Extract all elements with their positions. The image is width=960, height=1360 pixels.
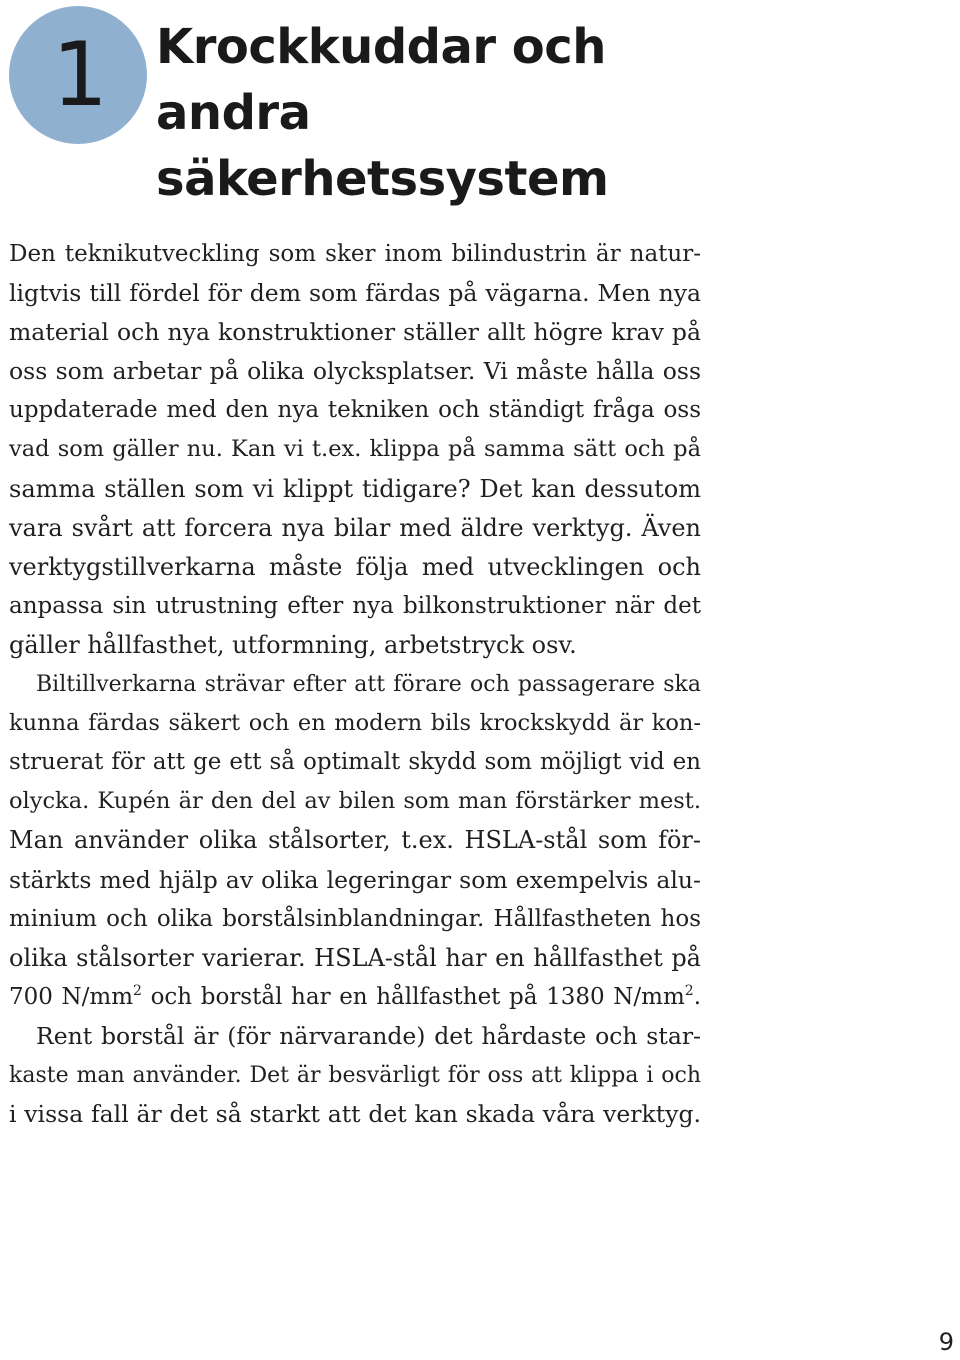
text-line: Man använder olika stålsorter, t.ex. HSLA-stål som för- (9, 826, 701, 855)
body-text (9, 235, 701, 1134)
text-line: kunna färdas säkert och en modern bils krockskydd är kon- (9, 710, 701, 737)
text-line: verktygstillverkarna måste följa med utvecklingen och (9, 552, 701, 581)
text-line: minium och olika borstålsinblandningar. Hållfastheten hos (9, 905, 701, 932)
text-line: material och nya konstruktioner ställer allt högre krav på (9, 318, 701, 347)
text-line: Rent borstål är (för närvarande) det hårdaste och star- (36, 1021, 701, 1050)
chapter-title-line-1: Krockkuddar och andra (156, 19, 606, 141)
text-line: uppdaterade med den nya tekniken och ständigt fråga oss (9, 397, 701, 424)
text-line: stärkts med hjälp av olika legeringar som exempelvis alu- (9, 865, 701, 894)
text-line: gäller hållfasthet, utformning, arbetstryck osv. (9, 630, 577, 659)
text-line: olycka. Kupén är den del av bilen som man förstärker mest. (9, 788, 701, 815)
text-line: struerat för att ge ett så optimalt skydd som möjligt vid en (9, 749, 701, 776)
text-line: samma ställen som vi klippt tidigare? Det kan dessutom (9, 474, 701, 503)
text-line: vad som gäller nu. Kan vi t.ex. klippa på samma sätt och på (9, 436, 701, 463)
page-number: 9 (938, 1328, 954, 1356)
text-segment: 700 N/mm (9, 983, 134, 1010)
superscript: 2 (133, 982, 142, 999)
text-line: ligtvis till fördel för dem som färdas på vägarna. Men nya (9, 279, 701, 308)
superscript: 2 (684, 982, 694, 999)
chapter-title-line-2: säkerhetssystem (156, 151, 609, 207)
text-line-with-units (9, 978, 701, 1017)
text-line: Biltillverkarna strävar efter att förare och passagerare ska (36, 672, 701, 698)
text-line: vara svårt att forcera nya bilar med äldre verktyg. Även (9, 513, 701, 542)
text-line: anpassa sin utrustning efter nya bilkonstruktioner när det (9, 592, 701, 619)
text-line: oss som arbetar på olika olycksplatser. Vi måste hålla oss (9, 357, 701, 386)
chapter-title (156, 14, 756, 212)
text-line: Den teknikutveckling som sker inom bilindustrin är natur- (9, 241, 701, 267)
chapter-number-badge (9, 6, 147, 144)
text-line: i vissa fall är det så starkt att det kan skada våra verktyg. (9, 1100, 701, 1129)
text-segment: . (693, 983, 701, 1010)
text-segment: och borstål har en hållfasthet på 1380 N/mm (141, 983, 685, 1010)
text-line: olika stålsorter varierar. HSLA-stål har en hållfasthet på (9, 943, 701, 972)
chapter-number: 1 (52, 23, 104, 126)
text-line: kaste man använder. Det är besvärligt för oss att klippa i och (9, 1062, 701, 1088)
